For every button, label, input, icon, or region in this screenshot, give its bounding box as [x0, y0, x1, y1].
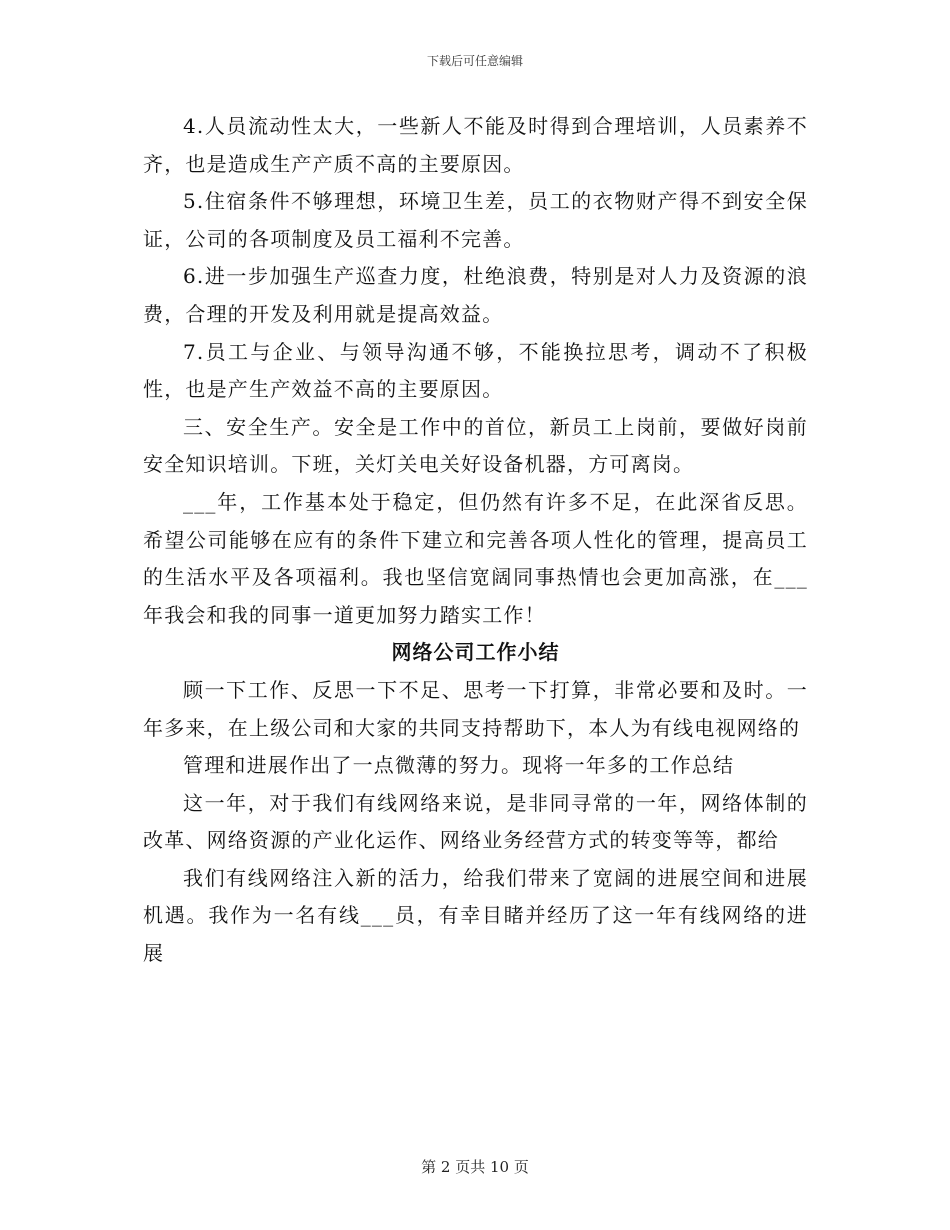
paragraph-conclusion: ___年，工作基本处于稳定，但仍然有许多不足，在此深省反思。希望公司能够在应有的条件下建立和完善各项人性化的管理，提高员工的生活水平及各项福利。我也坚信宽阔同事热情也会更加高涨，在___年我会和我的同事一道更加努力踏实工作！ [143, 489, 808, 627]
section-paragraph: 这一年，对于我们有线网络来说，是非同寻常的一年，网络体制的改革、网络资源的产业化运作、网络业务经营方式的转变等等，都给 [143, 790, 808, 853]
paragraph-item-6: 6.进一步加强生产巡查力度，杜绝浪费，特别是对人力及资源的浪费，合理的开发及利用就是提高效益。 [143, 264, 808, 326]
page-footer: 第 2 页共 10 页 [421, 1158, 529, 1176]
section-paragraph: 管理和进展作出了一点微薄的努力。现将一年多的工作总结 [183, 753, 735, 778]
section-paragraph: 顾一下工作、反思一下不足、思考一下打算，非常必要和及时。一年多来，在上级公司和大家的共同支持帮助下，本人为有线电视网络的 [143, 677, 808, 740]
page-header: 下载后可任意编辑 [426, 54, 523, 68]
document-body [143, 108, 808, 973]
section-paragraph: 我们有线网络注入新的活力，给我们带来了宽阔的进展空间和进展机遇。我作为一名有线___员，有幸目睹并经历了这一年有线网络的进展 [143, 865, 808, 966]
paragraph-item-4: 4.人员流动性太大，一些新人不能及时得到合理培训，人员素养不齐，也是造成生产产质不高的主要原因。 [143, 114, 808, 176]
paragraph-item-7: 7.员工与企业、与领导沟通不够，不能换拉思考，调动不了积极性，也是产生产效益不高的主要原因。 [143, 339, 808, 402]
section-title: 网络公司工作小结 [391, 640, 560, 665]
paragraph-item-5: 5.住宿条件不够理想，环境卫生差，员工的衣物财产得不到安全保证，公司的各项制度及员工福利不完善。 [143, 189, 808, 251]
paragraph-safety: 三、安全生产。安全是工作中的首位，新员工上岗前，要做好岗前安全知识培训。下班，关灯关电关好设备机器，方可离岗。 [143, 414, 808, 477]
